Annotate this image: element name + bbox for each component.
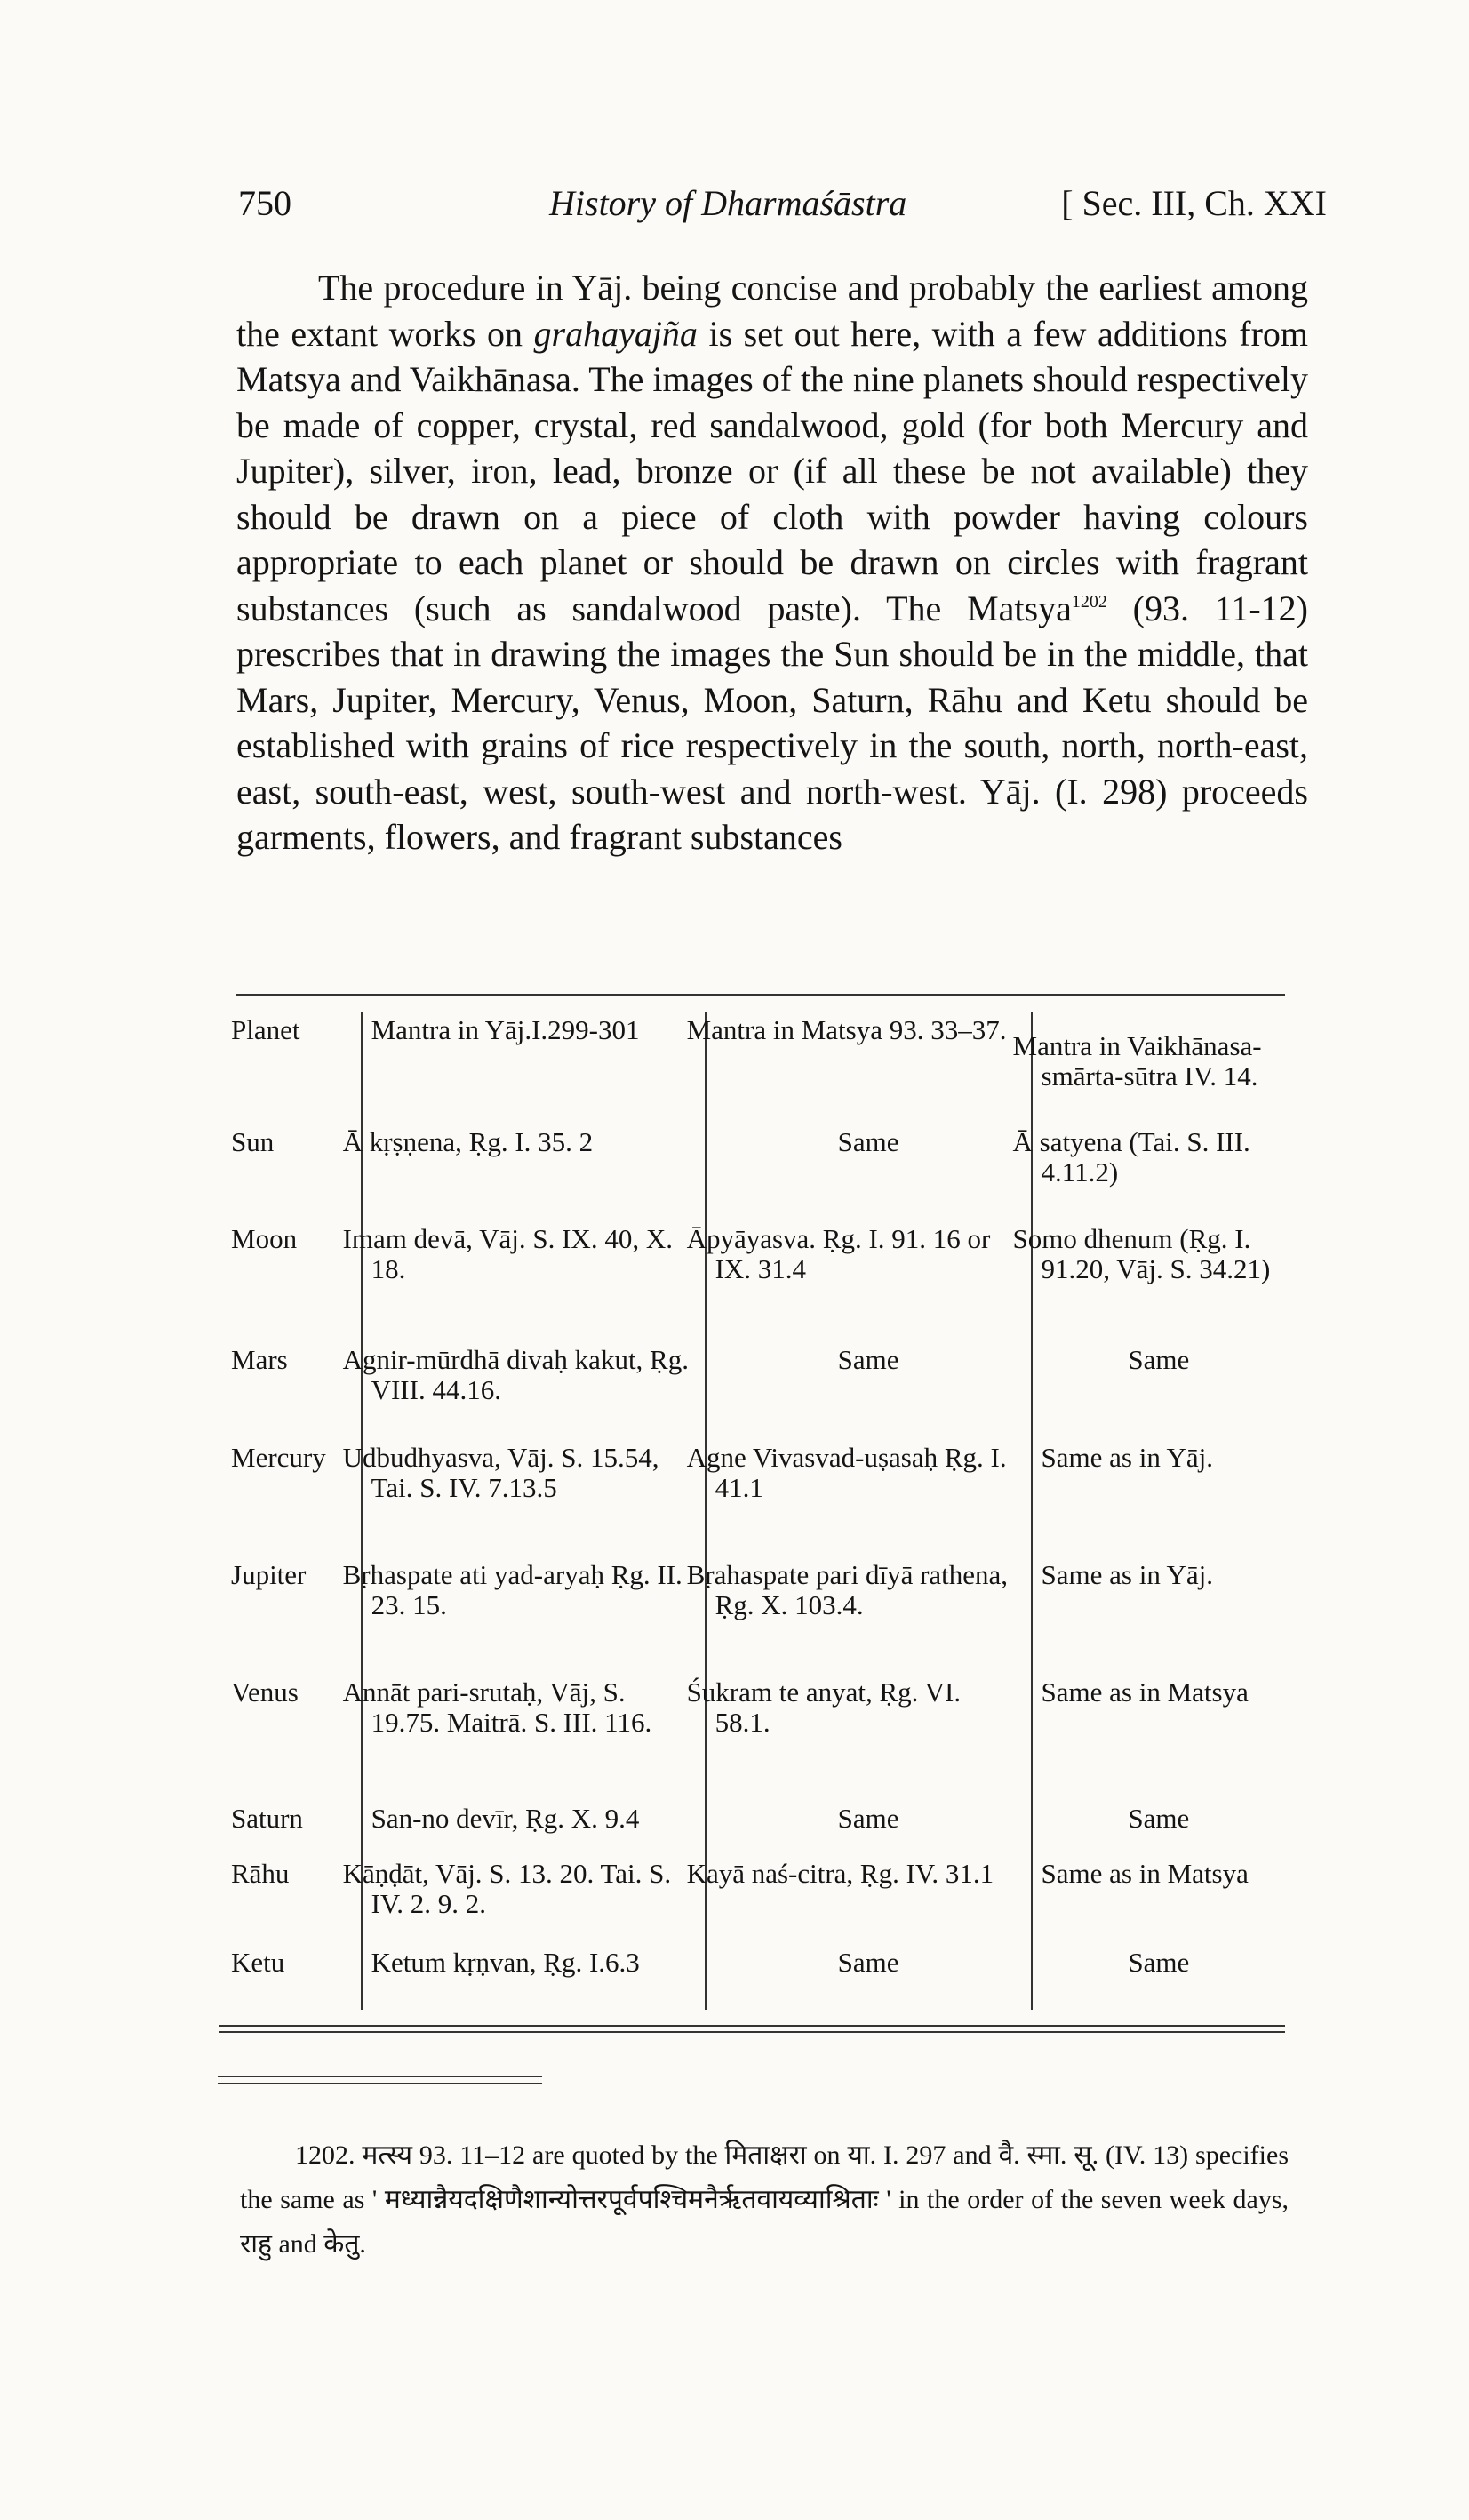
cell-planet: Mercury [231, 1442, 326, 1473]
cell-vaikhanasa: Somo dhenum (Ṛg. I. 91.20, Vāj. S. 34.21) [1032, 1220, 1285, 1341]
running-title: History of Dharmaśāstra [549, 183, 907, 223]
cell-yaj: Imam devā, Vāj. S. IX. 40, X. 18. [362, 1220, 706, 1341]
table-row [219, 1220, 1285, 1341]
paragraph-text-mid: is set out here, with a few additions from Matsya and Vaikhānasa. The images of the nine planets should respectively be made of copper, crystal, red sandalwood, gold (for both Mercury and Jupiter), silver, iron, lead, bronze or (if all these be not available) they should be drawn on a piece of cloth with powder having colours appropriate to each planet or should be drawn on circles with fragrant substances (such as sandalwood paste). The Matsya [236, 313, 1309, 628]
section-label: [ Sec. III, Ch. XXI [1061, 183, 1327, 223]
footnote-separator-double [218, 2083, 542, 2084]
cell-yaj: San-no devīr, Ṛg. X. 9.4 [362, 1800, 706, 1855]
cell-yaj: Agnir-mūrdhā divaḥ kakut, Ṛg. VIII. 44.16. [362, 1341, 706, 1439]
paragraph-text-start: The procedure in Yāj. being concise and probably the earliest among the extant works on [236, 268, 1308, 354]
cell-yaj: Kāṇḍāt, Vāj. S. 13. 20. Tai. S. IV. 2. 9. 2. [362, 1855, 706, 1944]
footnote-separator [218, 2076, 542, 2077]
paragraph-text-end: (93. 11-12) prescribes that in drawing the images the Sun should be in the middle, that Mars, Jupiter, Mercury, Venus, Moon, Saturn, Rāhu and Ketu should be established with grains of rice respectively in the south, north, north-east, east, south-east, west, south-west and north-west. Yāj. (I. 298) proceeds garments, flowers, and fragrant substances [236, 588, 1308, 857]
table-row [219, 1855, 1285, 1944]
footnote-reference[interactable]: 1202 [1071, 591, 1107, 612]
table-header-row [219, 1012, 1285, 1124]
cell-vaikhanasa: Ā satyena (Tai. S. III. 4.11.2) [1032, 1124, 1285, 1220]
cell-matsya: Bṛahaspate pari dīyā rathena, Ṛg. X. 103.4. [706, 1556, 1032, 1674]
cell-yaj: Bṛhaspate ati yad-aryaḥ Ṛg. II. 23. 15. [362, 1556, 706, 1674]
cell-matsya: Kayā naś-citra, Ṛg. IV. 31.1 [706, 1855, 1032, 1944]
cell-planet: Moon [231, 1223, 298, 1254]
cell-planet: Ketu [231, 1947, 285, 1978]
header-vaikhanasa: Mantra in Vaikhānasa-smārta-sūtra IV. 14. [1032, 1012, 1285, 1124]
table-row [219, 1556, 1285, 1674]
cell-planet: Mars [231, 1344, 288, 1375]
footnote-1202: 1202. मत्स्य 93. 11–12 are quoted by the मिताक्षरा on या. I. 297 and वै. स्मा. सू. (IV. 13) specifies the same as ' मध्यान्नैयदक्षिणैशान्योत्तरपूर्वपश्चिमनैर्ऋतवायव्याश्रिताः ' in the order of the seven week days, राहु and केतु. [240, 2140, 1289, 2259]
cell-planet: Jupiter [231, 1559, 307, 1590]
table-row [219, 1341, 1285, 1439]
main-paragraph [236, 265, 1308, 860]
cell-planet: Rāhu [231, 1858, 290, 1889]
table-row [219, 1674, 1285, 1800]
page-header [238, 182, 1327, 236]
header-planet: Planet [231, 1014, 300, 1045]
cell-planet: Venus [231, 1676, 299, 1708]
cell-matsya: Same [706, 1124, 1032, 1220]
cell-planet: Sun [231, 1126, 275, 1157]
cell-matsya: Āpyāyasva. Ṛg. I. 91. 16 or IX. 31.4 [706, 1220, 1032, 1341]
header-matsya: Mantra in Matsya 93. 33–37. [706, 1012, 1032, 1124]
table-bottom-rule-double [219, 2031, 1285, 2033]
cell-vaikhanasa: Same as in Matsya [1032, 1674, 1285, 1800]
cell-yaj: Annāt pari-srutaḥ, Vāj, S. 19.75. Maitrā. S. III. 116. [362, 1674, 706, 1800]
table-row [219, 1124, 1285, 1220]
cell-matsya: Same [706, 1800, 1032, 1855]
cell-matsya: Agne Vivasvad-uṣasaḥ Ṛg. I. 41.1 [706, 1439, 1032, 1556]
cell-matsya: Same [706, 1341, 1032, 1439]
cell-vaikhanasa: Same [1032, 1800, 1285, 1855]
cell-vaikhanasa: Same [1032, 1944, 1285, 2010]
cell-yaj: Ketum kṛṇvan, Ṛg. I.6.3 [362, 1944, 706, 2010]
cell-yaj: Udbudhyasva, Vāj. S. 15.54, Tai. S. IV. 7.13.5 [362, 1439, 706, 1556]
page-number: 750 [238, 183, 291, 223]
cell-planet: Saturn [231, 1803, 303, 1834]
cell-matsya: Śukram te anyat, Ṛg. VI. 58.1. [706, 1674, 1032, 1800]
cell-vaikhanasa: Same [1032, 1341, 1285, 1439]
header-yaj: Mantra in Yāj.I.299-301 [362, 1012, 706, 1124]
table-top-rule [236, 994, 1285, 996]
table-row [219, 1439, 1285, 1556]
cell-yaj: Ā kṛṣṇena, Ṛg. I. 35. 2 [362, 1124, 706, 1220]
table-row [219, 1800, 1285, 1855]
cell-vaikhanasa: Same as in Matsya [1032, 1855, 1285, 1944]
mantra-table-grid [219, 1012, 1285, 2010]
cell-matsya: Same [706, 1944, 1032, 2010]
table-bottom-rule [219, 2025, 1285, 2027]
grahayajna-term: grahayajña [533, 313, 698, 354]
table-row [219, 1944, 1285, 2010]
cell-vaikhanasa: Same as in Yāj. [1032, 1439, 1285, 1556]
cell-vaikhanasa: Same as in Yāj. [1032, 1556, 1285, 1674]
